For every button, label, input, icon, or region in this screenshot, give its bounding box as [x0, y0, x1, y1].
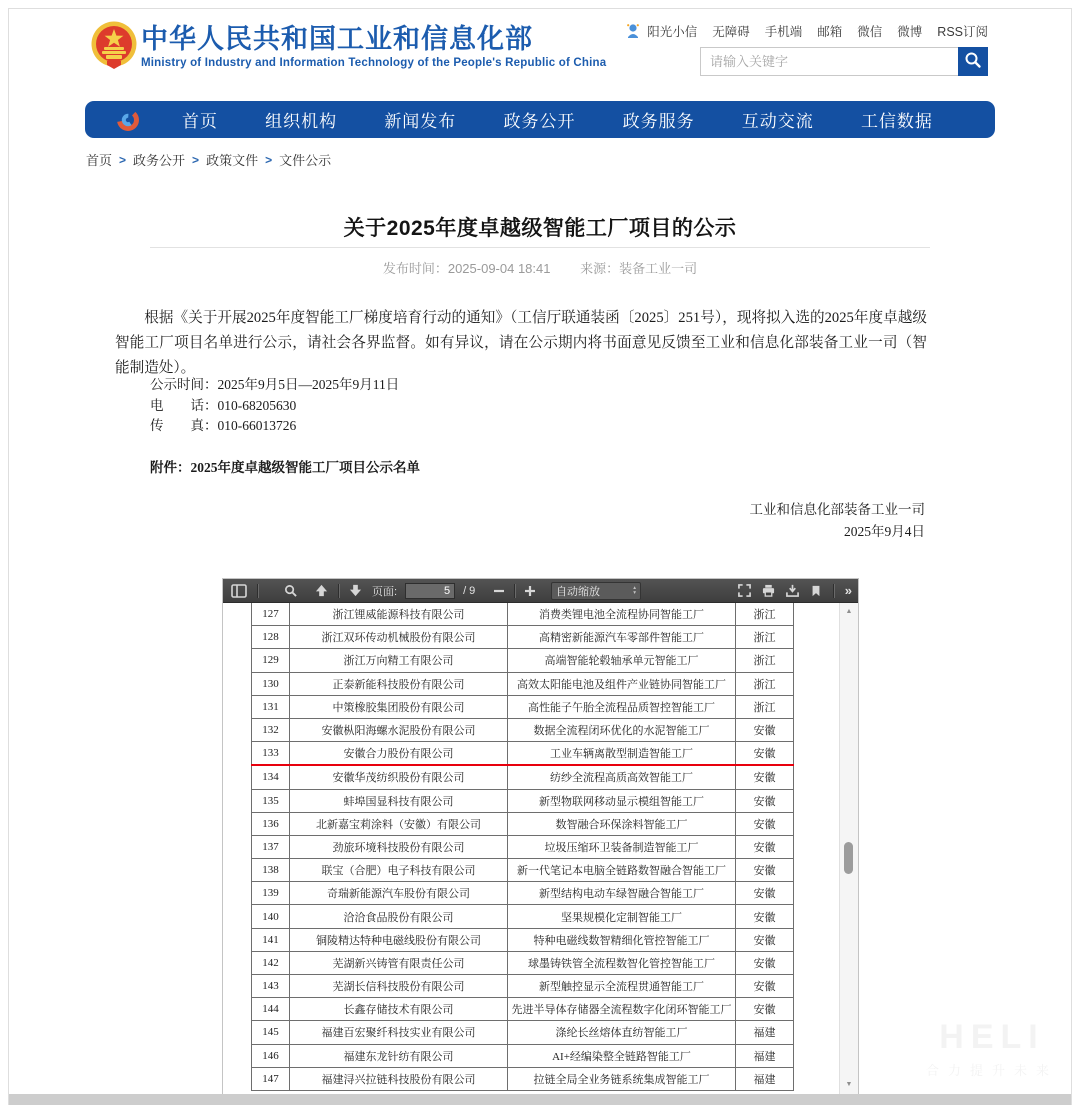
company-cell: 洽洽食品股份有限公司	[290, 905, 508, 928]
page-title: 关于2025年度卓越级智能工厂项目的公示	[343, 217, 737, 240]
province-cell: 安徽	[736, 812, 794, 835]
pdf-toolbar	[223, 579, 858, 603]
table-row	[252, 603, 794, 626]
company-cell: 奇瑞新能源汽车股份有限公司	[290, 882, 508, 905]
project-cell: 坚果规模化定制智能工厂	[508, 905, 736, 928]
page-down-icon	[349, 584, 362, 597]
row-number-cell: 129	[252, 649, 290, 672]
province-cell: 安徽	[736, 998, 794, 1021]
project-cell: 涤纶长丝熔体直纺智能工厂	[508, 1021, 736, 1044]
project-cell: 工业车辆离散型制造智能工厂	[508, 742, 736, 766]
page-number-input[interactable]	[405, 583, 455, 599]
project-cell: 高效太阳能电池及组件产业链协同智能工厂	[508, 672, 736, 695]
publish-info	[0, 258, 1080, 277]
province-cell: 浙江	[736, 672, 794, 695]
company-cell: 芜湖新兴铸管有限责任公司	[290, 951, 508, 974]
nav-item[interactable]: 工信数据	[860, 112, 933, 131]
pdf-page	[223, 602, 840, 1104]
project-cell: 特种电磁线数智精细化管控智能工厂	[508, 928, 736, 951]
zoom-in-icon	[524, 585, 536, 597]
row-number-cell: 128	[252, 626, 290, 649]
print-button[interactable]	[760, 582, 777, 600]
row-number-cell: 145	[252, 1021, 290, 1044]
row-number-cell: 131	[252, 695, 290, 718]
search-icon	[964, 57, 982, 72]
issue-date: 2025年9月4日	[844, 524, 925, 539]
title-divider	[150, 247, 930, 248]
table-row	[252, 626, 794, 649]
article-detail-line: 电 话：010-68205630	[150, 397, 297, 413]
project-cell: 球墨铸铁管全流程数智化管控智能工厂	[508, 951, 736, 974]
factory-list-table	[251, 602, 794, 1091]
project-cell: 拉链全局全业务链系统集成智能工厂	[508, 1067, 736, 1090]
header-top-link[interactable]: 阳光小信	[647, 25, 698, 39]
table-row	[252, 718, 794, 741]
nav-item[interactable]: 组织机构	[265, 112, 338, 131]
row-number-cell: 132	[252, 718, 290, 741]
zoom-in-button[interactable]	[522, 582, 538, 600]
attachment-line: 附件：2025年度卓越级智能工厂项目公示名单	[150, 460, 420, 475]
article-paragraph: 根据《关于开展2025年度智能工厂梯度培育行动的通知》（工信厅联通装函〔2025〕251号），现将拟入选的2025年度卓越级智能工厂项目名单进行公示，请社会各界监督。如有异议，请在公示期内将书面意见反馈至工业和信息化部装备工业一司（智能制造处）。	[115, 310, 927, 376]
publish-source: 来源：装备工业一司	[580, 261, 698, 276]
province-cell: 安徽	[736, 951, 794, 974]
province-cell: 安徽	[736, 765, 794, 789]
company-cell: 正泰新能科技股份有限公司	[290, 672, 508, 695]
site-subtitle-en: Ministry of Industry and Information Technology of the People's Republic of China	[141, 57, 607, 69]
sidebar-toggle-icon	[231, 584, 247, 598]
article-detail-line: 公示时间：2025年9月5日—2025年9月11日	[150, 377, 400, 392]
row-number-cell: 144	[252, 998, 290, 1021]
breadcrumb-separator: >	[192, 152, 200, 167]
nav-item[interactable]: 首页	[182, 112, 218, 131]
project-cell: 纺纱全流程高质高效智能工厂	[508, 765, 736, 789]
watermark-slogan: 合力提升未来	[925, 1063, 1058, 1078]
bookmark-button[interactable]	[808, 582, 824, 600]
zoom-mode-select[interactable]	[551, 582, 641, 600]
table-row	[252, 882, 794, 905]
row-number-cell: 133	[252, 742, 290, 766]
company-cell: 安徽华茂纺织股份有限公司	[290, 765, 508, 789]
breadcrumb-link[interactable]: 政务公开	[133, 153, 186, 168]
province-cell: 浙江	[736, 603, 794, 626]
project-cell: 数据全流程闭环优化的水泥智能工厂	[508, 718, 736, 741]
select-spinner-icon: ▴ ▾	[633, 585, 636, 596]
pdf-viewer	[222, 578, 859, 1105]
company-cell: 芜湖长信科技股份有限公司	[290, 975, 508, 998]
watermark-logo-text: HELI	[939, 1018, 1045, 1056]
zoom-out-button[interactable]	[491, 582, 507, 600]
table-row	[252, 835, 794, 858]
province-cell: 浙江	[736, 695, 794, 718]
province-cell: 浙江	[736, 649, 794, 672]
project-cell: 先进半导体存储器全流程数字化闭环智能工厂	[508, 998, 736, 1021]
breadcrumb-link[interactable]: 首页	[86, 153, 113, 168]
nav-item[interactable]: 新闻发布	[384, 112, 457, 131]
province-cell: 福建	[736, 1067, 794, 1090]
heli-watermark	[926, 1020, 1058, 1079]
header-top-link[interactable]: 邮箱	[817, 25, 843, 39]
company-cell: 福建东龙针纺有限公司	[290, 1044, 508, 1067]
issuer-signature: 工业和信息化部装备工业一司	[749, 502, 925, 517]
download-icon	[786, 584, 799, 597]
row-number-cell: 141	[252, 928, 290, 951]
province-cell: 浙江	[736, 626, 794, 649]
table-row	[252, 928, 794, 951]
table-row	[252, 1021, 794, 1044]
sidebar-toggle-button[interactable]	[229, 582, 249, 600]
row-number-cell: 127	[252, 603, 290, 626]
table-row	[252, 649, 794, 672]
company-cell: 福建浔兴拉链科技股份有限公司	[290, 1067, 508, 1090]
table-row	[252, 905, 794, 928]
table-row	[252, 695, 794, 718]
page-up-icon	[315, 584, 328, 597]
zoom-mode-label: 自动缩放	[556, 585, 600, 598]
table-row	[252, 998, 794, 1021]
province-cell: 安徽	[736, 905, 794, 928]
footer-bar	[9, 1094, 1071, 1105]
breadcrumb-link[interactable]: 文件公示	[279, 153, 332, 168]
header-top-link[interactable]: 微信	[857, 25, 883, 39]
search-button[interactable]	[958, 47, 988, 76]
publish-time: 发布时间：2025-09-04 18:41	[382, 261, 551, 276]
pdf-search-icon	[284, 584, 297, 597]
project-cell: 消费类锂电池全流程协同智能工厂	[508, 603, 736, 626]
article-detail-line: 传 真：010-66013726	[150, 418, 297, 433]
company-cell: 福建百宏聚纤科技实业有限公司	[290, 1021, 508, 1044]
province-cell: 安徽	[736, 859, 794, 882]
nav-item[interactable]: 政务服务	[622, 112, 695, 131]
row-number-cell: 146	[252, 1044, 290, 1067]
project-cell: AI+经编染整全链路智能工厂	[508, 1044, 736, 1067]
table-row	[252, 789, 794, 812]
row-number-cell: 135	[252, 789, 290, 812]
miit-logo-icon	[116, 108, 140, 132]
project-cell: 新一代笔记本电脑全链路数智融合智能工厂	[508, 859, 736, 882]
site-search	[700, 47, 988, 76]
row-number-cell: 136	[252, 812, 290, 835]
project-cell: 高端智能轮毂轴承单元智能工厂	[508, 649, 736, 672]
table-row	[252, 812, 794, 835]
company-cell: 北新嘉宝莉涂料（安徽）有限公司	[290, 812, 508, 835]
toolbar-separator	[514, 584, 515, 598]
row-number-cell: 139	[252, 882, 290, 905]
header-top-links	[626, 22, 988, 40]
province-cell: 福建	[736, 1044, 794, 1067]
province-cell: 安徽	[736, 789, 794, 812]
table-row	[252, 975, 794, 998]
row-number-cell: 143	[252, 975, 290, 998]
company-cell: 浙江锂威能源科技有限公司	[290, 603, 508, 626]
table-row	[252, 1067, 794, 1090]
table-row	[252, 742, 794, 766]
company-cell: 中策橡胶集团股份有限公司	[290, 695, 508, 718]
province-cell: 安徽	[736, 718, 794, 741]
row-number-cell: 147	[252, 1067, 290, 1090]
toolbar-separator	[338, 584, 339, 598]
scrollbar-thumb[interactable]	[844, 842, 853, 874]
presentation-mode-button[interactable]	[736, 582, 753, 600]
table-row	[252, 859, 794, 882]
breadcrumb-separator: >	[119, 152, 127, 167]
header-top-link[interactable]: 微博	[897, 25, 923, 39]
site-title: 中华人民共和国工业和信息化部	[141, 24, 533, 54]
table-row	[252, 1044, 794, 1067]
print-icon	[762, 584, 775, 597]
nav-item[interactable]: 互动交流	[741, 112, 814, 131]
bookmark-icon	[810, 585, 822, 597]
page-up-button[interactable]	[313, 582, 330, 600]
breadcrumb-link[interactable]: 政策文件	[206, 153, 259, 168]
row-number-cell: 134	[252, 765, 290, 789]
header-top-link[interactable]: 手机端	[764, 25, 803, 39]
page-label: 页面:	[372, 585, 398, 598]
table-row	[252, 672, 794, 695]
province-cell: 安徽	[736, 742, 794, 766]
main-nav	[85, 101, 995, 138]
row-number-cell: 137	[252, 835, 290, 858]
row-number-cell: 140	[252, 905, 290, 928]
page-total-label: / 9	[463, 584, 476, 597]
sunshine-assistant-icon	[626, 23, 640, 39]
province-cell: 安徽	[736, 975, 794, 998]
company-cell: 蚌埠国显科技有限公司	[290, 789, 508, 812]
search-input[interactable]	[700, 47, 967, 76]
company-cell: 联宝（合肥）电子科技有限公司	[290, 859, 508, 882]
breadcrumb	[86, 150, 331, 169]
table-row	[252, 765, 794, 789]
company-cell: 劲旅环境科技股份有限公司	[290, 835, 508, 858]
company-cell: 铜陵精达特种电磁线股份有限公司	[290, 928, 508, 951]
pdf-scrollbar[interactable]	[839, 602, 858, 1104]
pdf-find-button[interactable]	[282, 582, 299, 600]
page-down-button[interactable]	[347, 582, 364, 600]
province-cell: 安徽	[736, 882, 794, 905]
download-button[interactable]	[784, 582, 801, 600]
header-top-link[interactable]: 无障碍	[712, 25, 750, 39]
province-cell: 安徽	[736, 835, 794, 858]
project-cell: 新型物联网移动显示模组智能工厂	[508, 789, 736, 812]
header-top-link[interactable]: RSS订阅	[937, 25, 988, 39]
nav-item[interactable]: 政务公开	[503, 112, 576, 131]
project-cell: 垃圾压缩环卫装备制造智能工厂	[508, 835, 736, 858]
article-detail-lines	[150, 375, 399, 437]
project-cell: 高性能子午胎全流程品质智控智能工厂	[508, 695, 736, 718]
zoom-out-icon	[493, 585, 505, 597]
scroll-up-arrow-icon[interactable]: ▲	[845, 608, 853, 615]
toolbar-more-button[interactable]	[843, 582, 854, 600]
company-cell: 安徽枞阳海螺水泥股份有限公司	[290, 718, 508, 741]
project-cell: 数智融合环保涂料智能工厂	[508, 812, 736, 835]
company-cell: 安徽合力股份有限公司	[290, 742, 508, 766]
toolbar-separator	[257, 584, 258, 598]
scroll-down-arrow-icon[interactable]: ▼	[845, 1081, 853, 1088]
company-cell: 长鑫存储技术有限公司	[290, 998, 508, 1021]
row-number-cell: 130	[252, 672, 290, 695]
breadcrumb-separator: >	[265, 152, 273, 167]
project-cell: 新型触控显示全流程贯通智能工厂	[508, 975, 736, 998]
table-row	[252, 951, 794, 974]
row-number-cell: 142	[252, 951, 290, 974]
province-cell: 安徽	[736, 928, 794, 951]
province-cell: 福建	[736, 1021, 794, 1044]
chevron-double-right-icon: »	[844, 583, 852, 598]
company-cell: 浙江双环传动机械股份有限公司	[290, 626, 508, 649]
national-emblem-logo	[90, 21, 138, 71]
row-number-cell: 138	[252, 859, 290, 882]
project-cell: 高精密新能源汽车零部件智能工厂	[508, 626, 736, 649]
company-cell: 浙江万向精工有限公司	[290, 649, 508, 672]
project-cell: 新型结构电动车绿智融合智能工厂	[508, 882, 736, 905]
toolbar-separator	[833, 584, 834, 598]
fullscreen-icon	[738, 584, 751, 597]
